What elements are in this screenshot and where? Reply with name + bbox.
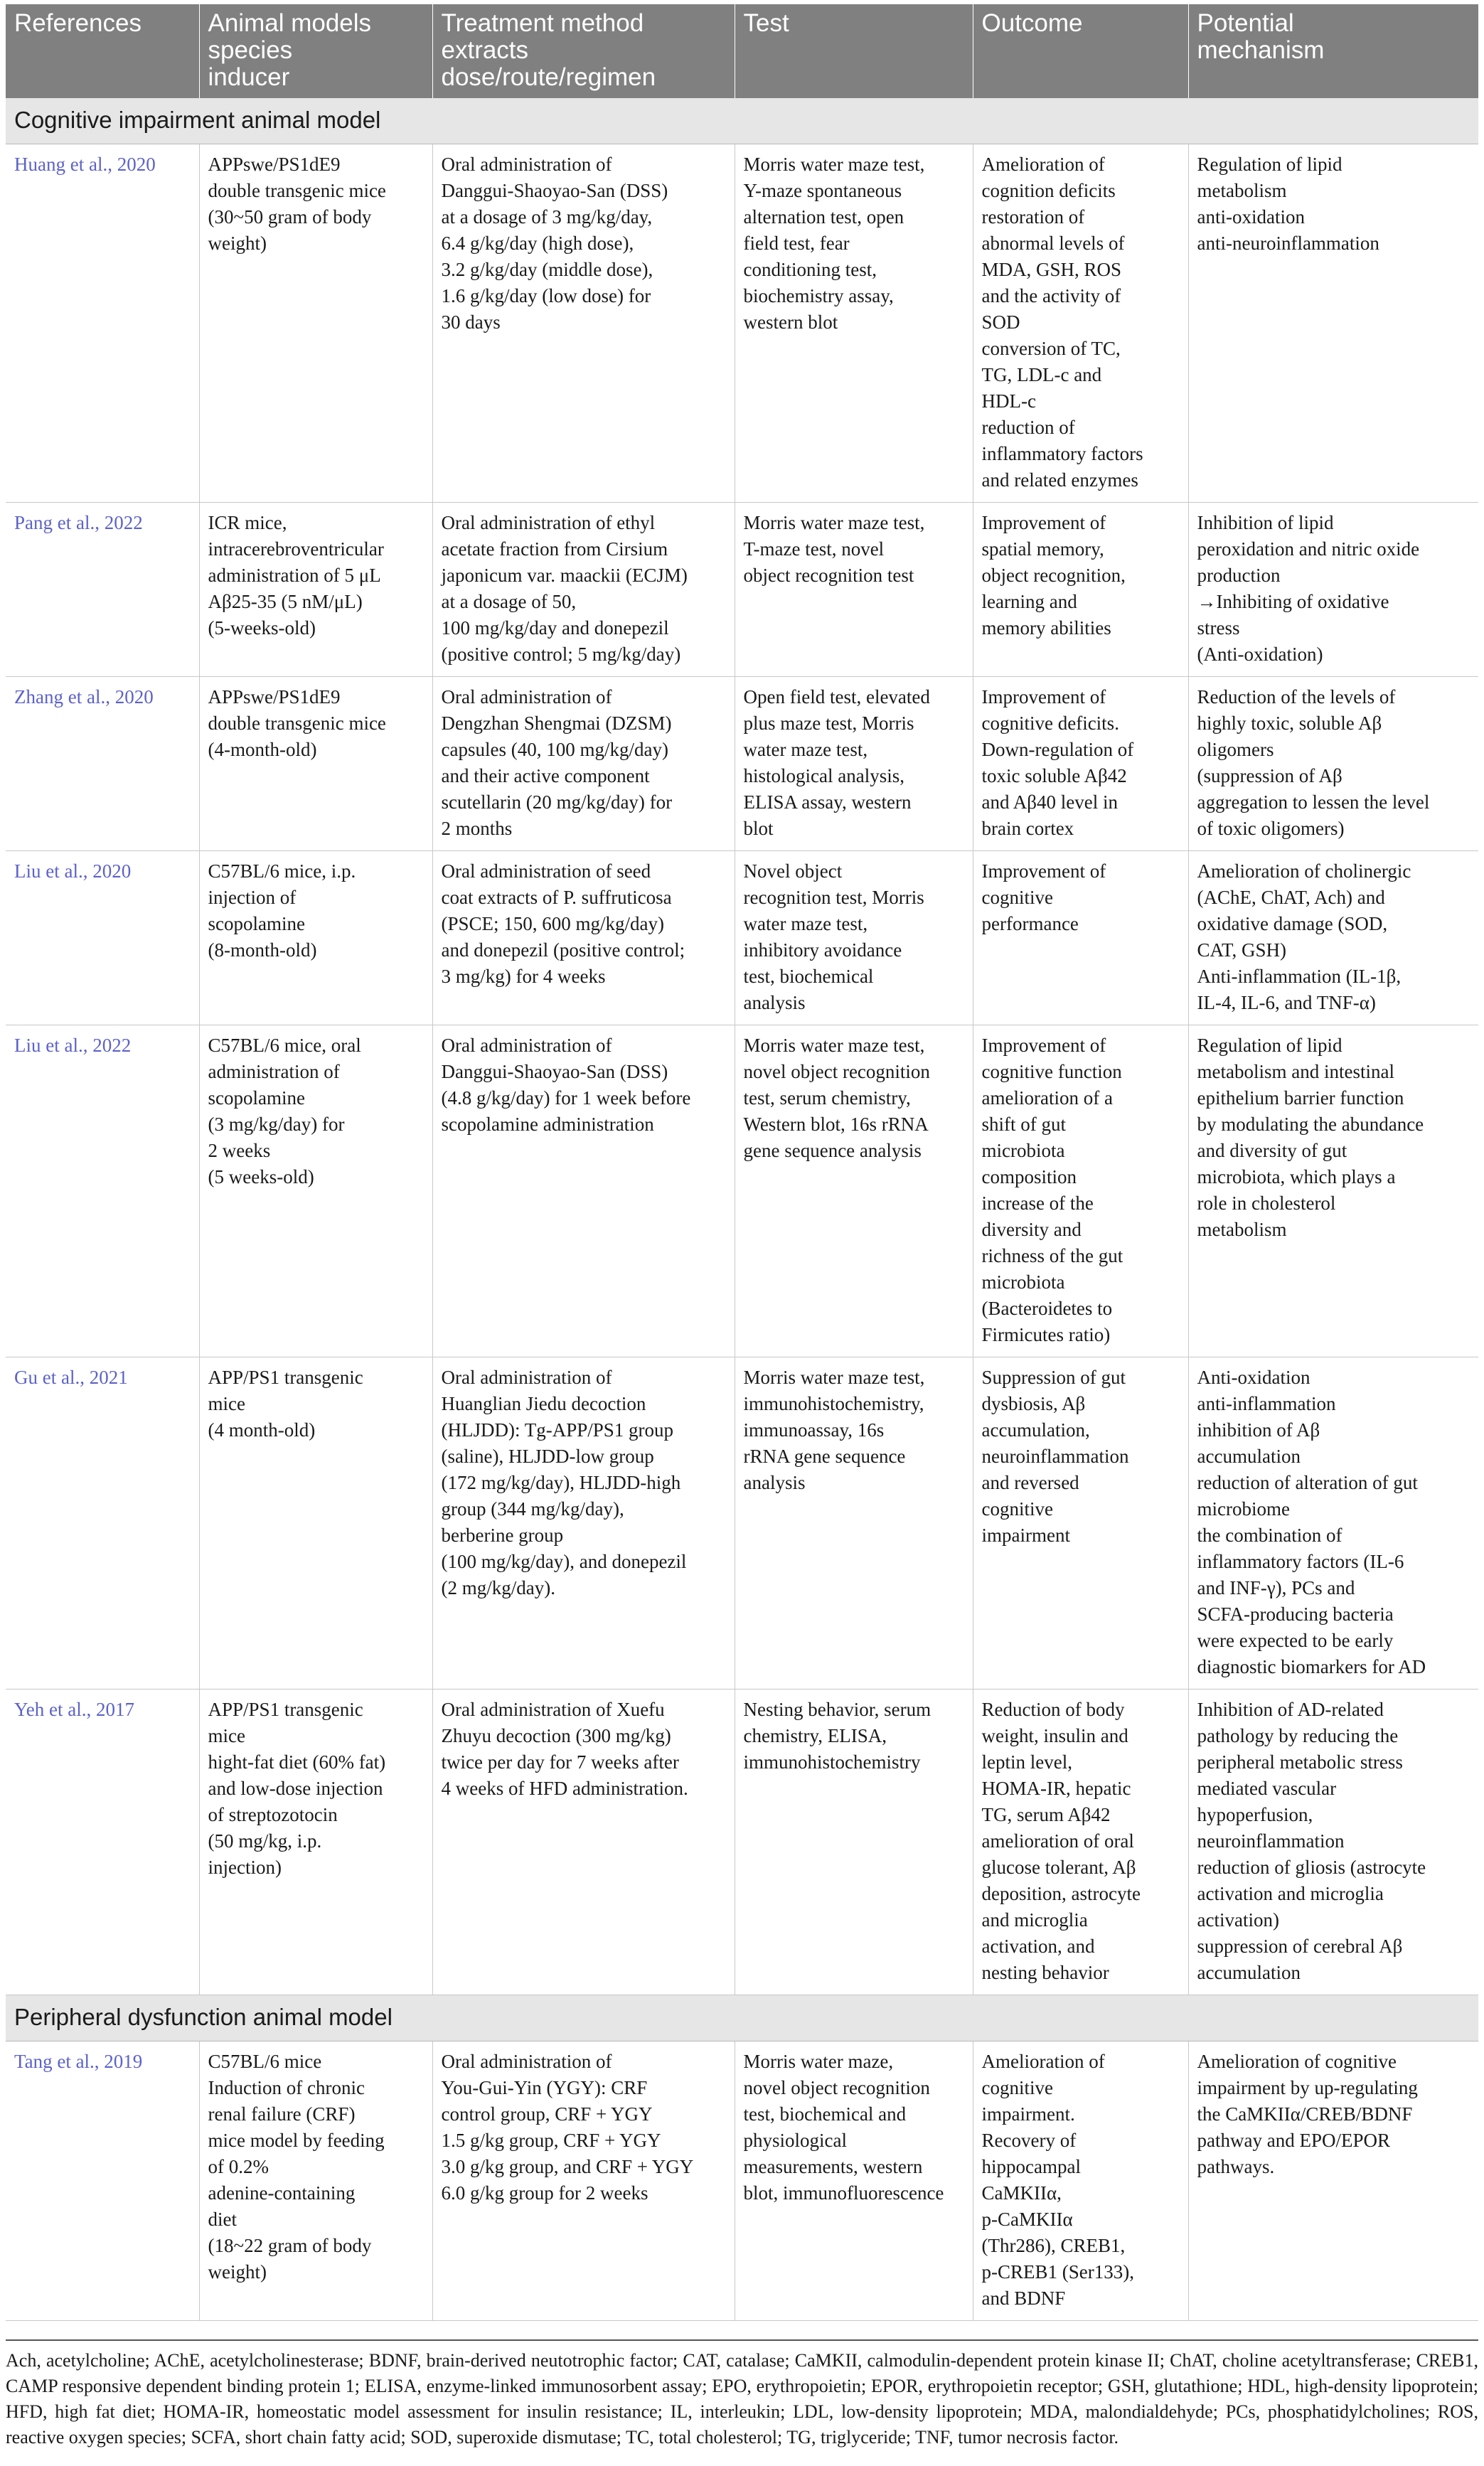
cell-animal-model: C57BL/6 mice Induction of chronic renal failure (CRF) mice model by feeding of 0.2% adenine-containing diet (18~22 gram of body weight) <box>199 2041 432 2321</box>
cell-animal-model: APPswe/PS1dE9 double transgenic mice (4-month-old) <box>199 677 432 851</box>
reference-link[interactable]: Liu et al., 2020 <box>14 860 132 882</box>
section-row <box>6 98 1478 144</box>
cell-reference <box>6 1357 199 1690</box>
reference-link[interactable]: Pang et al., 2022 <box>14 512 143 533</box>
header-animal-models: Animal models species inducer <box>199 4 432 98</box>
cell-animal-model: C57BL/6 mice, i.p. injection of scopolamine (8-month-old) <box>199 851 432 1025</box>
cell-mechanism: Amelioration of cognitive impairment by up-regulating the CaMKIIα/CREB/BDNF pathway and EPO/EPOR pathways. <box>1188 2041 1478 2321</box>
cell-treatment: Oral administration of Dengzhan Shengmai (DZSM) capsules (40, 100 mg/kg/day) and their active component scutellarin (20 mg/kg/day) for 2 months <box>432 677 735 851</box>
cell-mechanism: Inhibition of lipid peroxidation and nitric oxide production →Inhibiting of oxidative stress (Anti-oxidation) <box>1188 503 1478 677</box>
cell-reference <box>6 1025 199 1357</box>
cell-reference <box>6 851 199 1025</box>
cell-test: Morris water maze test, T-maze test, novel object recognition test <box>735 503 973 677</box>
abbreviations-footnote: Ach, acetylcholine; AChE, acetylcholinesterase; BDNF, brain-derived neutotrophic factor; CAT, catalase; CaMKII, calmodulin-dependent protein kinase II; ChAT, choline acetyltransferase; CREB1, CAMP responsive dependent binding protein 1; ELISA, enzyme-linked immunosorbent assay; EPO, erythropoietin; EPOR, erythropoietin receptor; GSH, glutathione; HDL, high-density lipoprotein; HFD, high fat diet; HOMA-IR, homeostatic model assessment for insulin resistance; IL, interleukin; LDL, low-density lipoprotein; MDA, malondialdehyde; PCs, phosphatidylcholines; ROS, reactive oxygen species; SCFA, short chain fatty acid; SOD, superoxide dismutase; TC, total cholesterol; TG, triglyceride; TNF, tumor necrosis factor. <box>6 2339 1478 2450</box>
cell-test: Morris water maze test, novel object recognition test, serum chemistry, Western blot, 16s rRNA gene sequence analysis <box>735 1025 973 1357</box>
reference-link[interactable]: Liu et al., 2022 <box>14 1035 132 1056</box>
header-potential-mechanism: Potential mechanism <box>1188 4 1478 98</box>
cell-treatment: Oral administration of seed coat extracts of P. suffruticosa (PSCE; 150, 600 mg/kg/day) and donepezil (positive control; 3 mg/kg) for 4 weeks <box>432 851 735 1025</box>
cell-reference <box>6 503 199 677</box>
cell-animal-model: APPswe/PS1dE9 double transgenic mice (30~50 gram of body weight) <box>199 144 432 503</box>
table-row <box>6 1357 1478 1690</box>
reference-link[interactable]: Yeh et al., 2017 <box>14 1699 135 1720</box>
table-row <box>6 851 1478 1025</box>
cell-test: Morris water maze test, immunohistochemistry, immunoassay, 16s rRNA gene sequence analysis <box>735 1357 973 1690</box>
cell-treatment: Oral administration of Danggui-Shaoyao-San (DSS) (4.8 g/kg/day) for 1 week before scopolamine administration <box>432 1025 735 1357</box>
cell-test: Open field test, elevated plus maze test, Morris water maze test, histological analysis, ELISA assay, western blot <box>735 677 973 851</box>
cell-test: Nesting behavior, serum chemistry, ELISA, immunohistochemistry <box>735 1690 973 1995</box>
cell-treatment: Oral administration of You-Gui-Yin (YGY): CRF control group, CRF + YGY 1.5 g/kg group, CRF + YGY 3.0 g/kg group, and CRF + YGY 6.0 g/kg group for 2 weeks <box>432 2041 735 2321</box>
cell-outcome: Improvement of spatial memory, object recognition, learning and memory abilities <box>973 503 1188 677</box>
cell-treatment: Oral administration of Xuefu Zhuyu decoction (300 mg/kg) twice per day for 7 weeks after 4 weeks of HFD administration. <box>432 1690 735 1995</box>
cell-mechanism: Reduction of the levels of highly toxic, soluble Aβ oligomers (suppression of Aβ aggregation to lessen the level of toxic oligomers) <box>1188 677 1478 851</box>
cell-reference <box>6 2041 199 2321</box>
cell-test: Morris water maze, novel object recognition test, biochemical and physiological measurements, western blot, immunofluorescence <box>735 2041 973 2321</box>
table-row <box>6 503 1478 677</box>
cell-treatment: Oral administration of Danggui-Shaoyao-San (DSS) at a dosage of 3 mg/kg/day, 6.4 g/kg/day (high dose), 3.2 g/kg/day (middle dose), 1.6 g/kg/day (low dose) for 30 days <box>432 144 735 503</box>
cell-treatment: Oral administration of ethyl acetate fraction from Cirsium japonicum var. maackii (ECJM) at a dosage of 50, 100 mg/kg/day and donepezil (positive control; 5 mg/kg/day) <box>432 503 735 677</box>
cell-test: Morris water maze test, Y-maze spontaneous alternation test, open field test, fear conditioning test, biochemistry assay, western blot <box>735 144 973 503</box>
header-outcome: Outcome <box>973 4 1188 98</box>
reference-link[interactable]: Huang et al., 2020 <box>14 154 156 175</box>
cell-outcome: Amelioration of cognitive impairment. Recovery of hippocampal CaMKIIα, p-CaMKIIα (Thr286), CREB1, p-CREB1 (Ser133), and BDNF <box>973 2041 1188 2321</box>
cell-reference <box>6 1690 199 1995</box>
reference-link[interactable]: Zhang et al., 2020 <box>14 686 154 708</box>
reference-link[interactable]: Tang et al., 2019 <box>14 2051 143 2072</box>
cell-animal-model: APP/PS1 transgenic mice hight-fat diet (60% fat) and low-dose injection of streptozotocin (50 mg/kg, i.p. injection) <box>199 1690 432 1995</box>
cell-outcome: Amelioration of cognition deficits restoration of abnormal levels of MDA, GSH, ROS and the activity of SOD conversion of TC, TG, LDL-c and HDL-c reduction of inflammatory factors and related enzymes <box>973 144 1188 503</box>
section-row <box>6 1995 1478 2041</box>
cell-animal-model: ICR mice, intracerebroventricular administration of 5 μL Aβ25-35 (5 nM/μL) (5-weeks-old) <box>199 503 432 677</box>
table-row <box>6 1690 1478 1995</box>
header-treatment-method: Treatment method extracts dose/route/regimen <box>432 4 735 98</box>
cell-animal-model: APP/PS1 transgenic mice (4 month-old) <box>199 1357 432 1690</box>
cell-mechanism: Amelioration of cholinergic (AChE, ChAT, Ach) and oxidative damage (SOD, CAT, GSH) Anti-inflammation (IL-1β, IL-4, IL-6, and TNF-α) <box>1188 851 1478 1025</box>
table-row <box>6 677 1478 851</box>
table-row <box>6 144 1478 503</box>
cell-outcome: Improvement of cognitive performance <box>973 851 1188 1025</box>
section-title: Peripheral dysfunction animal model <box>6 1995 1478 2041</box>
cell-outcome: Reduction of body weight, insulin and leptin level, HOMA-IR, hepatic TG, serum Aβ42 amelioration of oral glucose tolerant, Aβ deposition, astrocyte and microglia activation, and nesting behavior <box>973 1690 1188 1995</box>
cell-reference <box>6 677 199 851</box>
cell-test: Novel object recognition test, Morris water maze test, inhibitory avoidance test, biochemical analysis <box>735 851 973 1025</box>
header-references: References <box>6 4 199 98</box>
cell-outcome: Improvement of cognitive function amelioration of a shift of gut microbiota composition increase of the diversity and richness of the gut microbiota (Bacteroidetes to Firmicutes ratio) <box>973 1025 1188 1357</box>
header-test: Test <box>735 4 973 98</box>
table-header-row <box>6 4 1478 98</box>
cell-reference <box>6 144 199 503</box>
cell-mechanism: Regulation of lipid metabolism anti-oxidation anti-neuroinflammation <box>1188 144 1478 503</box>
studies-table <box>6 4 1478 2321</box>
cell-animal-model: C57BL/6 mice, oral administration of scopolamine (3 mg/kg/day) for 2 weeks (5 weeks-old) <box>199 1025 432 1357</box>
reference-link[interactable]: Gu et al., 2021 <box>14 1367 128 1388</box>
cell-outcome: Suppression of gut dysbiosis, Aβ accumulation, neuroinflammation and reversed cognitive impairment <box>973 1357 1188 1690</box>
section-title: Cognitive impairment animal model <box>6 98 1478 144</box>
cell-mechanism: Inhibition of AD-related pathology by reducing the peripheral metabolic stress mediated vascular hypoperfusion, neuroinflammation reduction of gliosis (astrocyte activation and microglia activation) suppression of cerebral Aβ accumulation <box>1188 1690 1478 1995</box>
cell-mechanism: Anti-oxidation anti-inflammation inhibition of Aβ accumulation reduction of alteration of gut microbiome the combination of inflammatory factors (IL-6 and INF-γ), PCs and SCFA-producing bacteria were expected to be early diagnostic biomarkers for AD <box>1188 1357 1478 1690</box>
cell-mechanism: Regulation of lipid metabolism and intestinal epithelium barrier function by modulating the abundance and diversity of gut microbiota, which plays a role in cholesterol metabolism <box>1188 1025 1478 1357</box>
table-row <box>6 1025 1478 1357</box>
cell-outcome: Improvement of cognitive deficits. Down-regulation of toxic soluble Aβ42 and Aβ40 level in brain cortex <box>973 677 1188 851</box>
cell-treatment: Oral administration of Huanglian Jiedu decoction (HLJDD): Tg-APP/PS1 group (saline), HLJDD-low group (172 mg/kg/day), HLJDD-high group (344 mg/kg/day), berberine group (100 mg/kg/day), and donepezil (2 mg/kg/day). <box>432 1357 735 1690</box>
table-row <box>6 2041 1478 2321</box>
